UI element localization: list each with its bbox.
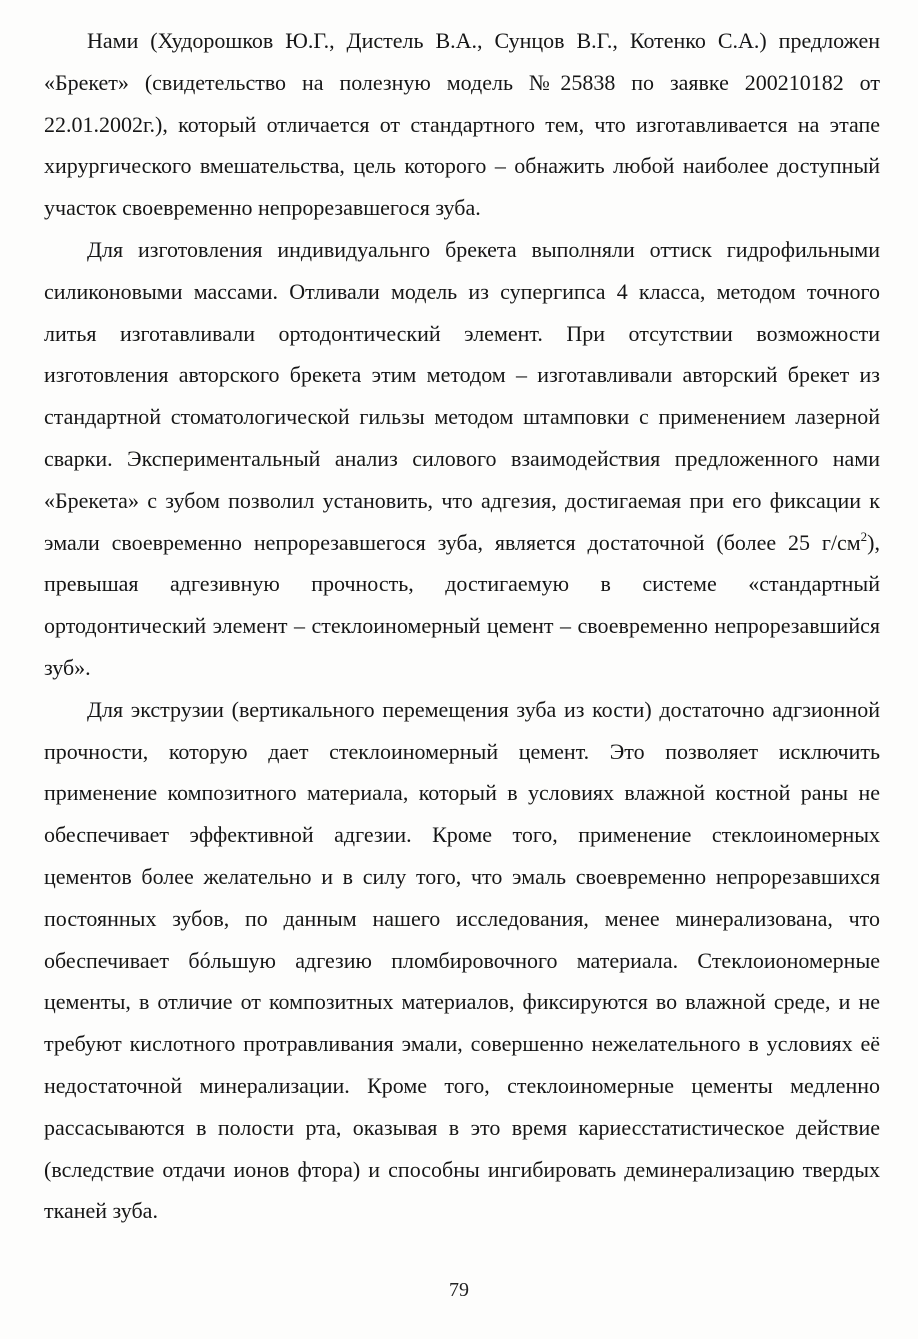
paragraph-text: Для изготовления индивидуальнго брекета выполняли оттиск гидрофильными силиконовыми массами. Отливали модель из супергипса 4 класса, методом точного литья изготавливали ортодонтический элемент. При отсутствии возможности изготовления авторского брекета этим методом – изготавливали авторский брекет из стандартной стоматологической гильзы методом штамповки с применением лазерной сварки. Экспериментальный анализ силового взаимодействия предложенного нами «Брекета» с зубом позволил установить, что адгезия, достигаемая при его фиксации к эмали своевременно непрорезавшегося зуба, является достаточной (более 25 г/см [44, 236, 880, 555]
page-number: 79 [449, 1279, 469, 1301]
paragraph-extrusion [44, 689, 880, 1232]
paragraph-text: Для экструзии (вертикального перемещения зуба из кости) достаточно адгзионной прочности, которую дает стеклоиномерный цемент. Это позволяет исключить применение композитного материала, который в условиях влажной костной раны не обеспечивает эффективной адгезии. Кроме того, применение стеклоиномерных цементов более желательно и в силу того, что эмаль своевременно непрорезавшихся постоянных зубов, по данным нашего исследования, менее минерализована, что обеспечивает бóльшую адгезию пломбировочного материала. Стеклоиономерные цементы, в отличие от композитных материалов, фиксируются во влажной среде, и не требуют кислотного протравливания эмали, совершенно нежелательного в условиях её недостаточной минерализации. Кроме того, стеклоиномерные цементы медленно рассасываются в полости рта, оказывая в это время кариесстатистическое действие (вследствие отдачи ионов фтора) и способны ингибировать деминерализацию твердых тканей зуба. [44, 696, 880, 1224]
body-text [44, 20, 880, 1232]
paragraph-bracket-proposal [44, 20, 880, 229]
paragraph-bracket-manufacturing [44, 229, 880, 689]
superscript-exponent: 2 [860, 528, 868, 544]
paragraph-text: Нами (Худорошков Ю.Г., Дистель В.А., Сунцов В.Г., Котенко С.А.) предложен «Брекет» (свидетельство на полезную модель №25838 по заявке 200210182 от 22.01.2002г.), который отличается от стандартного тем, что изготавливается на этапе хирургического вмешательства, цель которого – обнажить любой наиболее доступный участок своевременно непрорезавшегося зуба. [44, 28, 880, 221]
paragraph-text-continued: ), превышая адгезивную прочность, достигаемую в системе «стандартный ортодонтический элемент – стеклоиномерный цемент – своевременно непрорезавшийся зуб». [44, 529, 880, 680]
